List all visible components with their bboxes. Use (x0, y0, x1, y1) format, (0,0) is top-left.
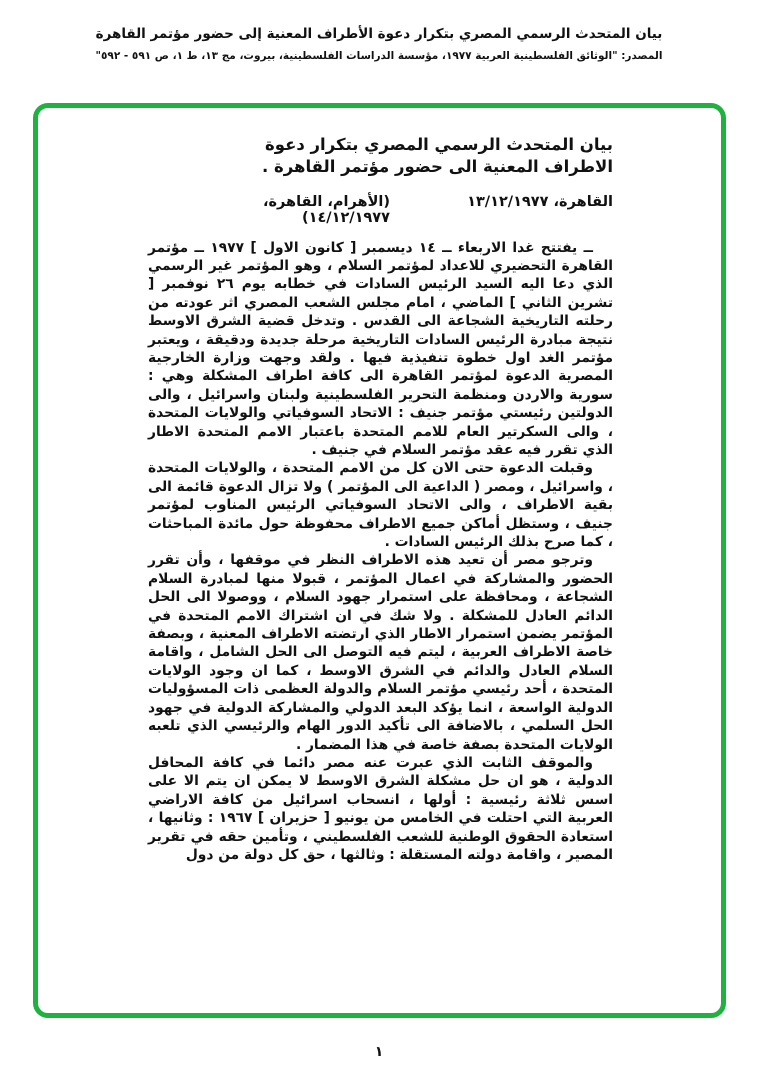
document-title: بيان المتحدث الرسمي المصري بتكرار دعوة الاطراف المعنية الى حضور مؤتمر القاهرة . (262, 135, 613, 177)
dateline-place-date: القاهرة، ١٣/١٢/١٩٧٧ (467, 193, 613, 210)
page-number: ١ (374, 1044, 384, 1060)
header-source-citation: المصدر: "الوثائق الفلسطينية العربية ١٩٧٧، مؤسسة الدراسات الفلسطينية، بيروت، مج ١٣، ط ١، ص ٥٩١ - ٥٩٢" (95, 50, 663, 62)
body-paragraph-2: وقبلت الدعوة حتى الان كل من الامم المتحدة ، والولايات المتحدة ، واسرائيل ، ومصر ( الداعية الى المؤتمر ) ولا تزال الدعوة قائمة الى بقية الاطراف ، والى الاتحاد السوفياتي الرئيس المناوب لمؤتمر جنيف ، وستظل أماكن جميع الاطراف محفوظة حول مائدة المباحثات ، كما صرح بذلك الرئيس السادات . (148, 460, 613, 551)
body-paragraph-1: ــ يفتتح غدا الاربعاء ــ ١٤ ديسمبر [ كانون الاول ] ١٩٧٧ ــ مؤتمر القاهرة التحضيري للاعداد لمؤتمر السلام ، وهو المؤتمر غير الرسمي الذي دعا اليه السيد الرئيس السادات في خطابه يوم ٢٦ نوفمبر [ تشرين الثاني ] الماضي ، امام مجلس الشعب المصري اثر عودته من رحلته التاريخية الشجاعة الى القدس . وتدخل قضية الشرق الاوسط نتيجة مبادرة الرئيس السادات التاريخية مرحلة جديدة ودقيقة ، ويعتبر مؤتمر الغد اول خطوة تنفيذية فيها . ولقد وجهت وزارة الخارجية المصرية الدعوة لمؤتمر القاهرة الى كافة اطراف المشكلة وهي : سورية والاردن ومنظمة التحرير الفلسطينية ولبنان واسرائيل ، والى الدولتين رئيستي مؤتمر جنيف : الاتحاد السوفياتي والولايات المتحدة ، والى السكرتير العام للامم المتحدة باعتبار الامم المتحدة الاطار الذي تقرر فيه عقد مؤتمر السلام في جنيف . (148, 239, 613, 458)
dateline-source-ref: (الأهرام، القاهرة، ١٤/١٢/١٩٧٧) (262, 193, 390, 226)
body-paragraph-3: وترجو مصر أن تعيد هذه الاطراف النظر في موقفها ، وأن تقرر الحضور والمشاركة في اعمال المؤتمر ، قبولا منها لمبادرة السلام الشجاعة ، ومحافظة على استمرار جهود السلام ، ووصولا الى الحل الدائم العادل للمشكلة . ولا شك في ان اشتراك الامم المتحدة في المؤتمر يضمن استمرار الاطار الذي ارتضته الاطراف المعنية ، وبصفة خاصة الاطراف العربية ، ليتم فيه التوصل الى الحل الشامل ، واقامة السلام العادل والدائم في الشرق الاوسط ، كما ان وجود الولايات المتحدة ، أحد رئيسي مؤتمر السلام والدولة العظمى ذات المسؤوليات الدولية الواسعة ، انما يؤكد البعد الدولي والمشاركة الدولية في جهود الحل السلمي ، بالاضافة الى تأكيد الدور الهام والرئيسي الذي تلعبه الولايات المتحدة بصفة خاصة في هذا المضمار . (148, 552, 613, 753)
document-content (38, 108, 721, 864)
document-box (33, 103, 726, 1018)
dateline (148, 194, 613, 226)
document-body (148, 239, 613, 865)
body-paragraph-4: والموقف الثابت الذي عبرت عنه مصر دائما في كافة المحافل الدولية ، هو ان حل مشكلة الشرق الاوسط لا يمكن ان يتم الا على اسس ثلاثة رئيسية : أولها ، انسحاب اسرائيل من كافة الاراضي العربية التي احتلت في الخامس من يونيو [ حزيران ] ١٩٦٧ : وثانيها ، استعادة الحقوق الوطنية للشعب الفلسطيني ، وتأمين حقه في تقرير المصير ، واقامة دولته المستقلة : وثالثها ، حق كل دولة من دول (148, 754, 613, 863)
page-header (0, 26, 758, 62)
header-title: بيان المتحدث الرسمي المصري بتكرار دعوة الأطراف المعنية إلى حضور مؤتمر القاهرة (95, 26, 663, 42)
